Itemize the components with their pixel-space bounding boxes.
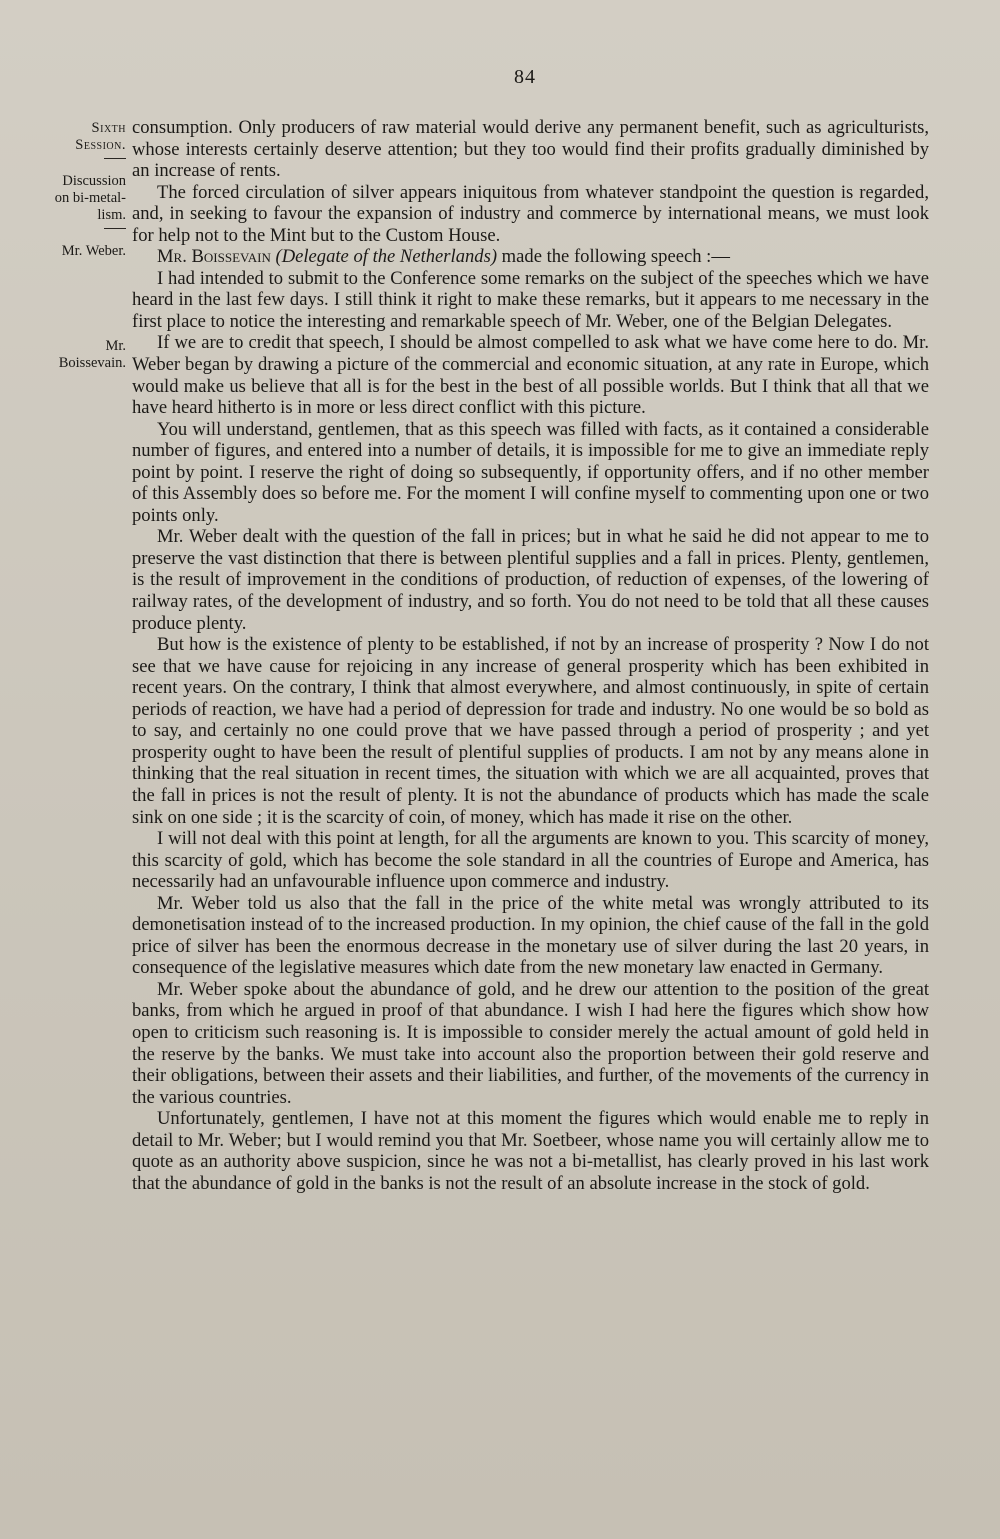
margin-note-topic-line1: Discussion (62, 173, 126, 189)
page-number: 84 (514, 66, 536, 88)
paragraph-boissevain-1: I had intended to submit to the Conference some remarks on the subject of the speeches which we have heard in the last few days. I still think it right to make these remarks, but it appears to me necessary in the first place to notice the interesting and remarkable speech of Mr. Weber, one of the Belgian Delegates. (132, 267, 929, 332)
speaker-name: Mr. Boissevain (157, 246, 271, 268)
margin-rule (18, 228, 126, 237)
speaker-heading-rest: made the following speech :— (497, 246, 730, 268)
paragraph-boissevain-7: Mr. Weber told us also that the fall in the price of the white metal was wrongly attributed to its demonetisation instead of to the increased production. In my opinion, the chief cause of the fall in the gold price of silver has been the enormous decrease in the monetary use of silver during the last 20 years, in consequence of the legislative measures which date from the new monetary law enacted in Germany. (132, 892, 929, 979)
speaker-heading (132, 246, 929, 268)
margin-note-speaker-boissevain (18, 338, 126, 372)
margin-note-speaker-weber: Mr. Weber. (61, 243, 126, 259)
paragraph-weber-1: consumption. Only producers of raw material would derive any permanent benefit, such as agriculturists, whose interests certainly deserve attention; but they too would find their profits gradually diminished by an increase of rents. (132, 117, 929, 182)
paragraph-boissevain-2: If we are to credit that speech, I should be almost compelled to ask what we have come here to do. Mr. Weber began by drawing a picture of the commercial and economic situation, at any rate in Europe, which would make us believe that all is for the best in the best of all possible worlds. But I think that all that we have heard hitherto is in more or less direct conflict with this picture. (132, 332, 929, 419)
speaker-delegation: (Delegate of the Netherlands) (275, 246, 498, 268)
body-text (132, 117, 929, 1194)
margin-rule (18, 158, 126, 167)
margin-notes (18, 120, 126, 266)
paragraph-boissevain-9: Unfortunately, gentlemen, I have not at this moment the figures which would enable me to reply in detail to Mr. Weber; but I would remind you that Mr. Soetbeer, whose name you will certainly allow me to quote as an authority above suspicion, since he was not a bi-metallist, has clearly proved in his last work that the abundance of gold in the banks is not the result of an absolute increase in the stock of gold. (132, 1108, 929, 1194)
paragraph-boissevain-4: Mr. Weber dealt with the question of the fall in prices; but in what he said he did not appear to me to preserve the vast distinction that there is between plentiful supplies and a fall in prices. Plenty, gentlemen, is the result of improvement in the conditions of production, of reduction of expenses, of the lowering of railway rates, of the development of industry, and so forth. You do not need to be told that all these causes produce plenty. (132, 526, 929, 634)
margin-note-session-line2: Session. (75, 137, 126, 153)
margin-note-session (18, 120, 126, 167)
margin-note-topic-line2: on bi-metal- (54, 190, 126, 206)
margin-note-boissevain-line1: Mr. (105, 338, 126, 354)
paragraph-boissevain-6: I will not deal with this point at length, for all the arguments are known to you. This scarcity of money, this scarcity of gold, which has become the sole standard in all the countries of Europe and America, has necessarily had an unfavourable influence upon commerce and industry. (132, 828, 929, 893)
paragraph-boissevain-5: But how is the existence of plenty to be established, if not by an increase of prosperity ? Now I do not see that we have cause for rejoicing in any increase of general prosperity which has been exhibited in recent years. On the contrary, I think that almost everywhere, and almost continuously, in spite of certain periods of reaction, we have had a period of depression for trade and industry. No one would be so bold as to say, and certainly no one could prove that we have passed through a period of prosperity ; and yet prosperity ought to have been the result of plentiful supplies of products. I am not by any means alone in thinking that the real situation in recent times, the situation with which we are all acquainted, proves that the fall in prices is not the result of plenty. It is not the abundance of products which has made the scale sink on one side ; it is the scarcity of coin, of money, which has made it rise on the other. (132, 634, 929, 828)
margin-note-boissevain-line2: Boissevain. (58, 355, 126, 371)
margin-note-session-line1: Sixth (91, 120, 126, 136)
paragraph-boissevain-8: Mr. Weber spoke about the abundance of gold, and he drew our attention to the position of the great banks, from which he argued in proof of that abundance. I wish I had here the figures which show how open to criticism such reasoning is. It is impossible to consider merely the actual amount of gold held in the reserve by the banks. We must take into account also the proportion between their gold reserve and their obligations, between their assets and their liabilities, and further, of the movements of the currency in the various countries. (132, 978, 929, 1108)
margin-note-topic-line3: lism. (97, 207, 126, 223)
margin-note-topic (18, 173, 126, 237)
paragraph-boissevain-3: You will understand, gentlemen, that as this speech was filled with facts, as it contained a considerable number of figures, and entered into a number of details, it is impossible for me to give an immediate reply point by point. I reserve the right of doing so subsequently, if opportunity offers, and if no other member of this Assembly does so before me. For the moment I will confine myself to commenting upon one or two points only. (132, 418, 929, 526)
paragraph-weber-2: The forced circulation of silver appears iniquitous from whatever standpoint the question is regarded, and, in seeking to favour the expansion of industry and commerce by international means, we must look for help not to the Mint but to the Custom House. (132, 181, 929, 246)
